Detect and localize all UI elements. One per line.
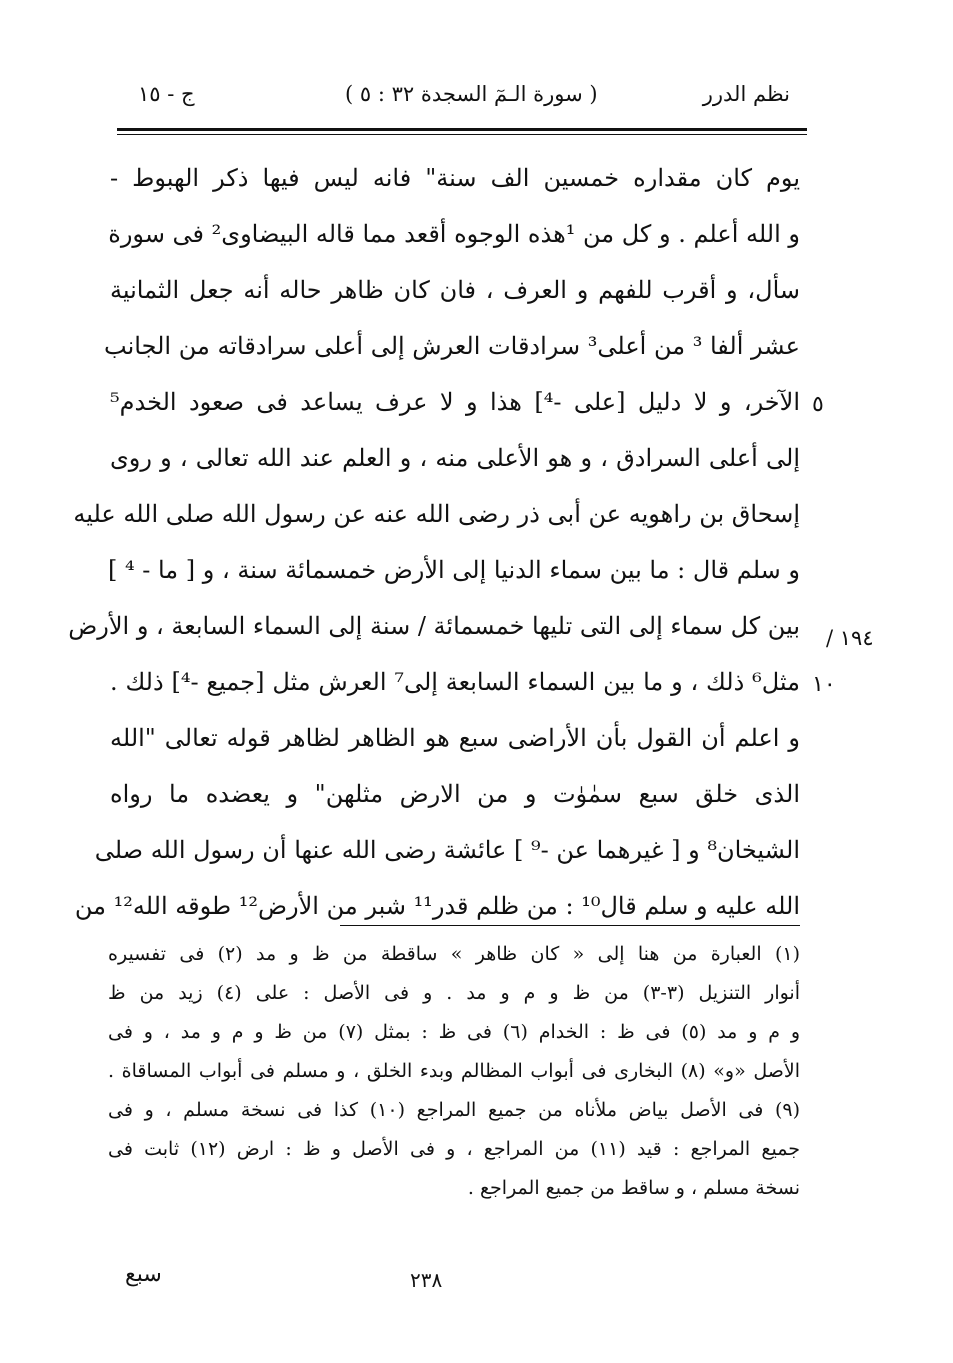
text-line: و سلم قال : ما بين سماء الدنيا إلى الأرض خمسمائة سنة ، و [ ما - ⁴ ] (108, 556, 800, 584)
text-line: إسحاق بن راهويه عن أبى ذر رضى الله عنه عن رسول الله صلى الله عليه (73, 500, 800, 528)
text-line: عشر ألفا ³ من أعلى³ سرادقات العرش إلى أعلى سرادقاته من الجانب (104, 332, 800, 360)
text-line: و اعلم أن القول بأن الأراضى سبع هو الظاهر لظاهر قوله تعالى "الله (110, 724, 800, 752)
text-line: الآخر، و لا دليل [على -⁴] هذا و لا عرف يساعد فى صعود الخدم⁵ (110, 388, 801, 416)
manuscript-folio-note: / ١٩٤ (826, 626, 874, 650)
footnote-line: جميع المراجع : قيد (١١) من المراجع ، و فى الأصل و ظ : ارض (١٢) ثابت فى (108, 1138, 800, 1160)
volume-number: ج - ١٥ (138, 82, 195, 106)
text-line: الله عليه و سلم قال¹⁰ : من ظلم قدر¹¹ شبر من الأرض¹² طوقه الله¹² من (74, 892, 800, 920)
footnote-line: و م و مد (٥) فى ظ : الخدام (٦) فى ظ : بمثل (٧) من ظ و م و مد ، و فى (108, 1021, 800, 1043)
footnote-line: (١) العبارة من هنا إلى « كان ظاهر » ساقطة من ظ و مد (٢) فى تفسيره (108, 943, 800, 965)
footnote-line: أنوار التنزيل (٣-٣) من ظ و م و مد . و فى الأصل : على (٤) زيد من ظ (108, 982, 801, 1004)
line-number-10: ١٠ (812, 672, 836, 697)
header-rule (117, 128, 807, 135)
book-title: نظم الدرر (702, 82, 790, 106)
page-number: ٢٣٨ (410, 1268, 443, 1292)
text-line: يوم كان مقداره خمسين الف سنة" فانه ليس فيها ذكر الهبوط - (110, 164, 800, 192)
footnote-line: (٩) فى الأصل بياض ملأناه من جميع المراجع (١٠) كذا فى نسخة مسلم ، و فى (108, 1099, 800, 1121)
text-line: مثل⁶ ذلك ، و ما بين السماء السابعة إلى⁷ العرش مثل [جميع -⁴] ذلك . (110, 668, 800, 696)
text-line: إلى أعلى السرادق ، و هو الأعلى منه ، و العلم عند الله تعالى ، و روى (110, 444, 800, 472)
sura-reference: ( سورة الـمٓ السجدة ٣٢ : ٥ ) (345, 82, 598, 106)
footnote-line: الأصل «و» (٨) البخارى فى أبواب المظالم وبدء الخلق ، و مسلم فى أبواب المساقاة . (108, 1060, 800, 1082)
text-line: و الله أعلم . و كل من ¹هذه الوجوه أقعد مما قاله البيضاوى² فى سورة (108, 220, 800, 248)
footnotes (108, 935, 800, 1208)
text-line: الذى خلق سبع سمٰوٰت و من الارض مثلهن" و يعضده ما رواه (110, 780, 800, 808)
main-text (68, 150, 801, 934)
text-line: سأل، و أقرب للفهم و العرف ، فان كان ظاهر حاله أنه جعل الثمانية (110, 276, 800, 304)
footnote-line: نسخة مسلم ، و ساقط من جميع المراجع . (467, 1177, 800, 1199)
catchword: سبع (125, 1262, 162, 1287)
text-line: الشيخان⁸ و [ غيرهما عن -⁹ ] عائشة رضى الله عنها أن رسول الله صلى (94, 836, 800, 864)
line-number-5: ٥ (812, 392, 824, 417)
text-line: بين كل سماء إلى التى تليها خمسمائة / سنة إلى السماء السابعة ، و الأرض (68, 612, 800, 640)
running-header (110, 82, 790, 122)
footnote-rule (340, 925, 800, 926)
